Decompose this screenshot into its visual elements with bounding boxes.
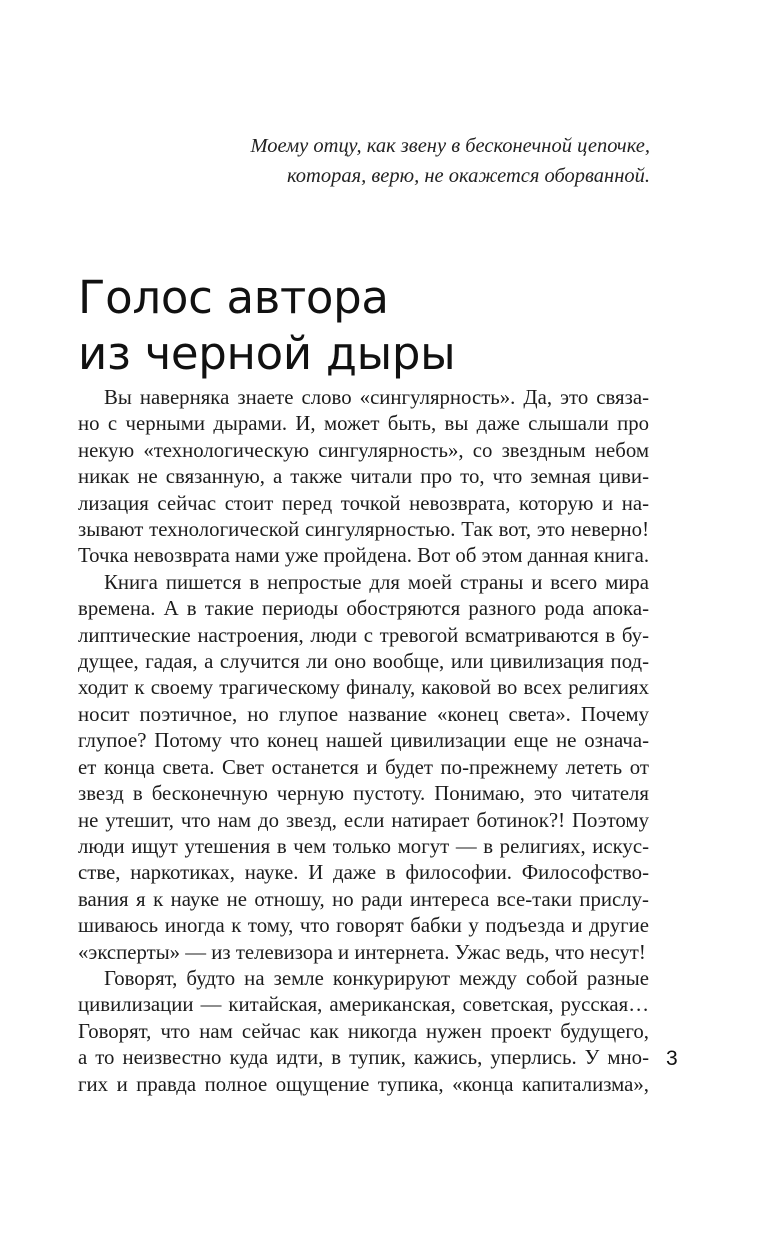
text-line: а то неизвестно куда идти, в тупик, кажись, уперлись. У мно- <box>78 1046 649 1070</box>
text-line: Говорят, что нам сейчас как никогда нужен проект будущего, <box>78 1019 649 1043</box>
body-text <box>78 385 649 1098</box>
epigraph-line: Моему отцу, как звену в бесконечной цепочке, <box>250 135 650 157</box>
text-line: не утешит, что нам до звезд, если натирает ботинок?! Поэтому <box>78 808 649 832</box>
text-line: вания я к науке не отношу, но ради интереса все-таки прислу- <box>78 887 649 911</box>
text-line: Точка невозврата нами уже пройдена. Вот об этом данная книга. <box>78 544 650 568</box>
paragraph-3 <box>78 966 649 1098</box>
text-line: стве, наркотиках, науке. И даже в философии. Философство- <box>78 861 649 885</box>
paragraph-1 <box>78 385 649 570</box>
text-line: носит поэтичное, но глупое название «конец света». Почему <box>78 702 649 726</box>
text-line: «эксперты» — из телевизора и интернета. Ужас ведь, что несут! <box>78 940 646 964</box>
page-number: 3 <box>666 1047 678 1070</box>
text-line: липтические настроения, люди с тревогой всматриваются в бу- <box>78 623 649 647</box>
text-line: зывают технологической сингулярностью. Так вот, это неверно! <box>78 518 649 542</box>
text-line: лизация сейчас стоит перед точкой невозврата, которую и на- <box>78 491 649 515</box>
text-line: но с черными дырами. И, может быть, вы даже слышали про <box>78 412 649 436</box>
text-line: некую «технологическую сингулярность», со звездным небом <box>78 438 649 462</box>
text-line: цивилизации — китайская, американская, советская, русская… <box>78 993 649 1017</box>
text-line: глупое? Потому что конец нашей цивилизации еще не означа- <box>78 729 649 753</box>
text-line: люди ищут утешения в чем только могут — в религиях, искус- <box>78 834 649 858</box>
paragraph-2 <box>78 570 649 966</box>
text-line: Говорят, будто на земле конкурируют между собой разные <box>104 966 649 990</box>
epigraph-line: которая, верю, не окажется оборванной. <box>287 165 650 187</box>
text-line: Книга пишется в непростые для моей страны и всего мира <box>104 570 649 594</box>
text-line: гих и правда полное ощущение тупика, «конца капитализма», <box>78 1072 649 1096</box>
chapter-title-line: из черной дыры <box>78 327 456 380</box>
text-line: шиваюсь иногда к тому, что говорят бабки у подъезда и другие <box>78 914 649 938</box>
chapter-title-line: Голос автора <box>78 271 389 324</box>
text-line: времена. А в такие периоды обостряются разного рода апока- <box>78 597 649 621</box>
text-line: дущее, гадая, а случится ли оно вообще, или цивилизация под- <box>78 650 649 674</box>
text-line: звезд в бесконечную черную пустоту. Понимаю, это читателя <box>78 782 649 806</box>
chapter-title <box>78 270 638 382</box>
text-line: никак не связанную, а также читали про то, что земная циви- <box>78 465 649 489</box>
text-line: ет конца света. Свет останется и будет по-прежнему лететь от <box>78 755 649 779</box>
text-line: ходит к своему трагическому финалу, каковой во всех религиях <box>78 676 649 700</box>
text-line: Вы наверняка знаете слово «сингулярность». Да, это связа- <box>104 386 649 409</box>
epigraph <box>130 131 650 191</box>
